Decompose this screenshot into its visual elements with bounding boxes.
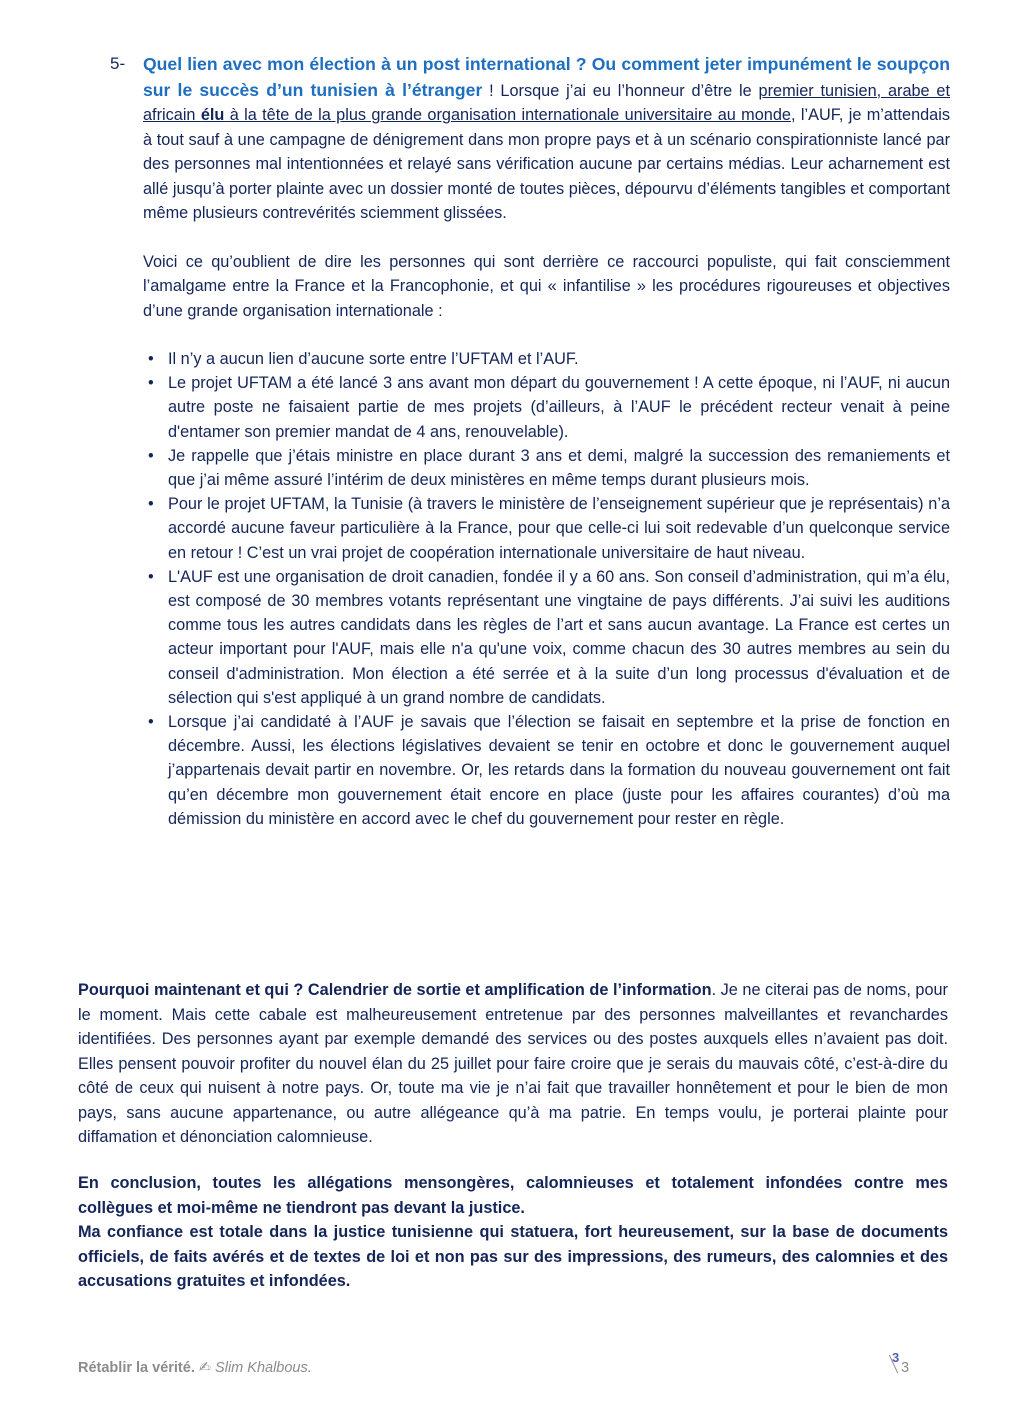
pen-icon: ✍	[198, 1360, 212, 1376]
section-5-heading: Quel lien avec mon élection à un post international ? Ou comment jeter impunément le soupçon sur le succès d’un tunisien à l’étranger	[143, 54, 950, 100]
list-item: • Lorsque j’ai candidaté à l’AUF je savais que l’élection se faisait en septembre et la prise de fonction en décembre. Aussi, les élections législatives devaient se tenir en octobre et donc le gouvernement auquel j’appartenais devait partir en novembre. Or, les retards dans la formation du nouveau gouvernement ont fait qu’en décembre mon gouvernement était encore en place (juste pour les affaires courantes) d’où ma démission du ministère en accord avec le chef du gouvernement pour rester en règle.	[168, 710, 950, 831]
p1-underlined-a: premier tunisien, arabe et africain	[143, 81, 951, 124]
conclusion-paragraph-1: En conclusion, toutes les allégations mensongères, calomnieuses et totalement infondées contre mes collègues et moi-même ne tiendront pas devant la justice.	[78, 1174, 948, 1217]
p1-text-b: , l’AUF, je m’attendais à tout sauf à une campagne de dénigrement dans mon propre pays et à un scénario conspirationniste lancé par des personnes mal intentionnées et relayé sans vérification aucune par certains médias. Leur acharnement est allé jusqu’à porter plainte avec un dossier monté de toutes pièces, dépourvu d’éléments tangibles et comportant même plusieurs contrevérités sciemment glissées.	[143, 106, 950, 222]
conclusion-paragraph-2: Ma confiance est totale dans la justice tunisienne qui statuera, fort heureusement, sur la base de documents officiels, de faits avérés et de textes de loi et non pas sur des impressions, des rumeurs, des calomnies et des accusations gratuites et infondées.	[78, 1223, 948, 1290]
conclusion	[78, 1171, 948, 1294]
p1-underlined-bold: élu	[200, 106, 225, 124]
list-item: • Pour le projet UFTAM, la Tunisie (à travers le ministère de l’enseignement supérieur que je représentais) n’a accordé aucune faveur particulière à la France, pour que celle-ci lui soit redevable d’un quelconque service en retour ! C’est un vrai projet de coopération internationale universitaire de haut niveau.	[168, 492, 950, 565]
page-current: 3	[892, 1350, 900, 1365]
list-item: • L'AUF est une organisation de droit canadien, fondée il y a 60 ans. Son conseil d’administration, qui m’a élu, est composé de 30 membres votants représentant une vingtaine de pays différents. J’ai suivi les auditions comme tous les autres candidats dans les règles de l’art et sans aucun avantage. La France est certes un acteur important pour l'AUF, mais elle n'a qu'une voix, comme chacun des 30 autres membres au sein du conseil d'administration. Mon élection a été serrée et à la suite d’un long processus d'évaluation et de sélection qui s'est appliqué à un grand nombre de candidats.	[168, 565, 950, 710]
page-total: 3	[901, 1360, 910, 1376]
page-number	[890, 1350, 920, 1380]
footer	[78, 1360, 312, 1376]
section-5-body	[143, 52, 950, 831]
pourquoi-paragraph	[78, 978, 948, 1150]
list-item: • Le projet UFTAM a été lancé 3 ans avant mon départ du gouvernement ! A cette époque, ni l’AUF, ni aucun autre poste ne faisaient partie de mes projets (d’ailleurs, à l’AUF le précédent recteur venait à peine d'entamer son premier mandat de 4 ans, renouvelable).	[168, 371, 950, 444]
pourquoi-text: . Je ne citerai pas de noms, pour le moment. Mais cette cabale est malheureusement entretenue par des personnes malveillantes et revanchardes identifiées. Des personnes ayant par exemple demandé des services ou des postes auxquels elles n’avaient pas doit. Elles pensent pouvoir profiter du nouvel élan du 25 juillet pour faire croire que je serais du mauvais côté, c’est-à-dire du côté de ceux qui nuisent à notre pays. Or, toute ma vie je n’ai fait que travailler honnêtement et pour le bien de mon pays, sans aucune appartenance, ou autre allégeance qu’à ma patrie. En temps voulu, je porterai plainte pour diffamation et dénonciation calomnieuse.	[78, 981, 948, 1146]
list-item: • Je rappelle que j’étais ministre en place durant 3 ans et demi, malgré la succession des remaniements et que j’ai même assuré l’intérim de deux ministères en même temps durant plusieurs mois.	[168, 444, 950, 492]
section-5-paragraph-2: Voici ce qu’oublient de dire les personnes qui sont derrière ce raccourci populiste, qui fait consciemment l’amalgame entre la France et la Francophonie, et qui « infantilise » les procédures rigoureuses et objectives d’une grande organisation internationale :	[143, 252, 950, 320]
section-5	[78, 52, 950, 831]
bullet-list	[143, 347, 950, 831]
pourquoi-heading: Pourquoi maintenant et qui ? Calendrier de sortie et amplification de l’information	[78, 981, 712, 999]
footer-title: Rétablir la vérité.	[78, 1360, 195, 1376]
list-item: • Il n’y a aucun lien d’aucune sorte entre l’UFTAM et l’AUF.	[168, 347, 950, 371]
section-5-paragraph-1	[143, 52, 950, 226]
section-number: 5-	[110, 54, 126, 73]
p1-text-a: ! Lorsque j’ai eu l’honneur d’être le	[482, 81, 759, 100]
footer-author: Slim Khalbous.	[215, 1360, 312, 1376]
p1-underlined-b: à la tête de la plus grande organisation internationale universitaire au monde	[224, 106, 791, 124]
